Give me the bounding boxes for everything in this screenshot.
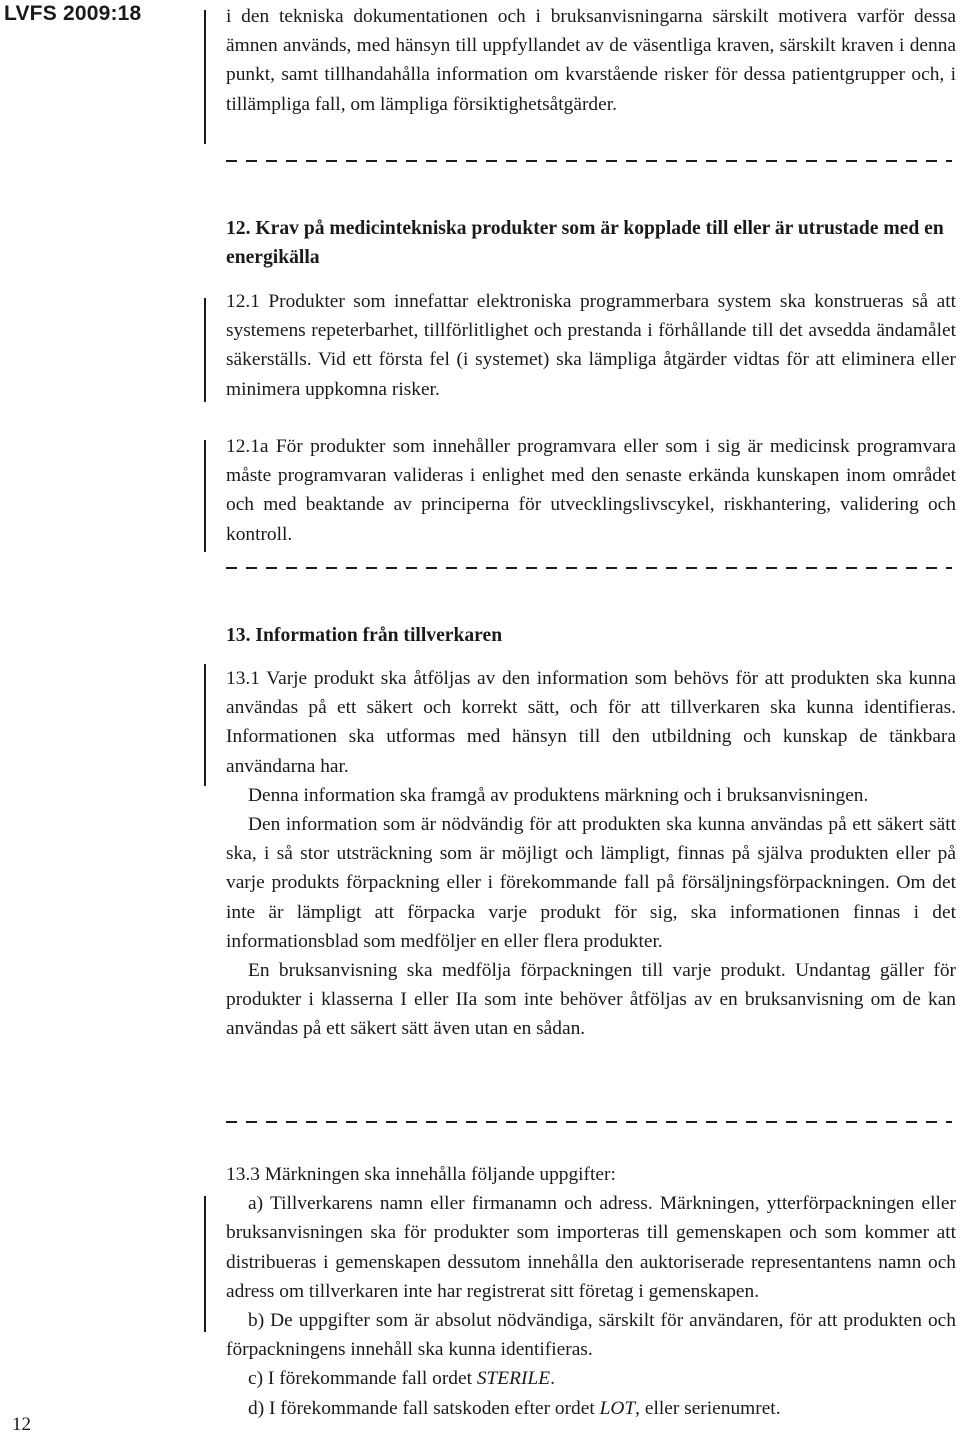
continued-paragraph-block: [226, 2, 956, 119]
list-item-c: [226, 1364, 956, 1393]
document-id: LVFS 2009:18: [4, 2, 142, 25]
section-13-1: [226, 664, 956, 1044]
change-bar: [204, 440, 206, 552]
dashed-divider-wrap: [226, 1121, 956, 1123]
list-item-c-emphasis: STERILE: [476, 1368, 551, 1390]
paragraph: 13.3 Märkningen ska innehålla följande uppgifter:: [226, 1164, 616, 1185]
section-12-1: [226, 287, 956, 404]
paragraph: En bruksanvisning ska medfölja förpackningen till varje produkt. Undantag gäller för produkter i klasserna I eller IIa som inte behöver åtföljas av en bruksanvisning om de kan användas på ett säkert sätt även utan en sådan.: [226, 960, 956, 1040]
paragraph: 12.1a För produkter som innehåller programvara eller som i sig är medicinsk programvara måste programvaran valideras i enlighet med den senaste erkända kunskapen inom området och med beaktande av principerna för utvecklingslivscykel, riskhantering, validering och kontroll.: [226, 436, 956, 545]
list-item-d-text: d) I förekommande fall satskoden efter ordet: [248, 1397, 600, 1419]
section-heading: 12. Krav på medicintekniska produkter som är kopplade till eller är utrustade med en energikälla: [226, 218, 944, 268]
dashed-divider: [226, 160, 952, 162]
list-item-c-suffix: .: [550, 1368, 555, 1390]
section-12: [226, 214, 956, 272]
list-item-c-text: c) I förekommande fall ordet: [248, 1368, 477, 1390]
list-item-d-suffix: , eller serienumret.: [635, 1397, 781, 1419]
list-item-d: [226, 1394, 956, 1423]
section-13-3: [226, 1160, 956, 1423]
paragraph: 13.1 Varje produkt ska åtföljas av den information som behövs för att produkten ska kunna användas på ett säkert och korrekt sätt, och för att tillverkaren ska kunna identifieras. Informationen ska utformas med hänsyn till den utbildning och kunskap de tänkbara användarna har.: [226, 668, 956, 777]
section-12-1a: [226, 432, 956, 549]
list-item-b: b) De uppgifter som är absolut nödvändiga, särskilt för användaren, för att produkten och förpackningens innehåll ska kunna identifieras.: [226, 1310, 956, 1361]
change-bar: [204, 10, 206, 144]
section-heading: 13. Information från tillverkaren: [226, 625, 503, 646]
list-item-a: a) Tillverkarens namn eller firmanamn och adress. Märkningen, ytterförpackningen eller bruksanvisningen ska för produkter som importeras till gemenskapen och som kommer att distribueras i gemenskapen dessutom innehålla den auktoriserade representantens namn och adress om tillverkaren inte har registrerat sitt företag i gemenskapen.: [226, 1193, 956, 1302]
paragraph: 12.1 Produkter som innefattar elektroniska programmerbara system ska konstrueras så att systemens repeterbarhet, tillförlitlighet och prestanda i förhållande till det avsedda ändamålet säkerställs. Vid ett första fel (i systemet) ska lämpliga åtgärder vidtas för att eliminera eller minimera uppkomna risker.: [226, 291, 956, 400]
dashed-divider-wrap: [226, 160, 956, 162]
change-bar: [204, 298, 206, 402]
paragraph: Denna information ska framgå av produktens märkning och i bruksanvisningen.: [248, 784, 869, 806]
change-bar: [204, 664, 206, 786]
dashed-divider: [226, 1121, 952, 1123]
dashed-divider: [226, 567, 952, 569]
paragraph: i den tekniska dokumentationen och i bruksanvisningarna särskilt motivera varför dessa ämnen används, med hänsyn till uppfyllandet av de väsentliga kraven, särskilt kraven i denna punkt, samt tillhandahålla information om kvarstående risker för dessa patientgrupper och, i tillämpliga fall, om lämpliga försiktighetsåtgärder.: [226, 6, 956, 115]
dashed-divider-wrap: [226, 567, 956, 569]
paragraph: Den information som är nödvändig för att produkten ska kunna användas på ett säkert sätt ska, i så stor utsträckning som är möjligt och lämpligt, finnas på själva produkten eller på varje produkts förpackning eller i förekommande fall på försäljningsförpackningen. Om det inte är lämpligt att förpacka varje produkt för sig, ska informationen finnas i det informationsblad som medföljer en eller flera produkter.: [226, 814, 956, 952]
section-13: [226, 621, 956, 650]
change-bar: [204, 1196, 206, 1332]
list-item-d-emphasis: LOT: [599, 1397, 636, 1419]
page-number: 12: [12, 1414, 31, 1435]
